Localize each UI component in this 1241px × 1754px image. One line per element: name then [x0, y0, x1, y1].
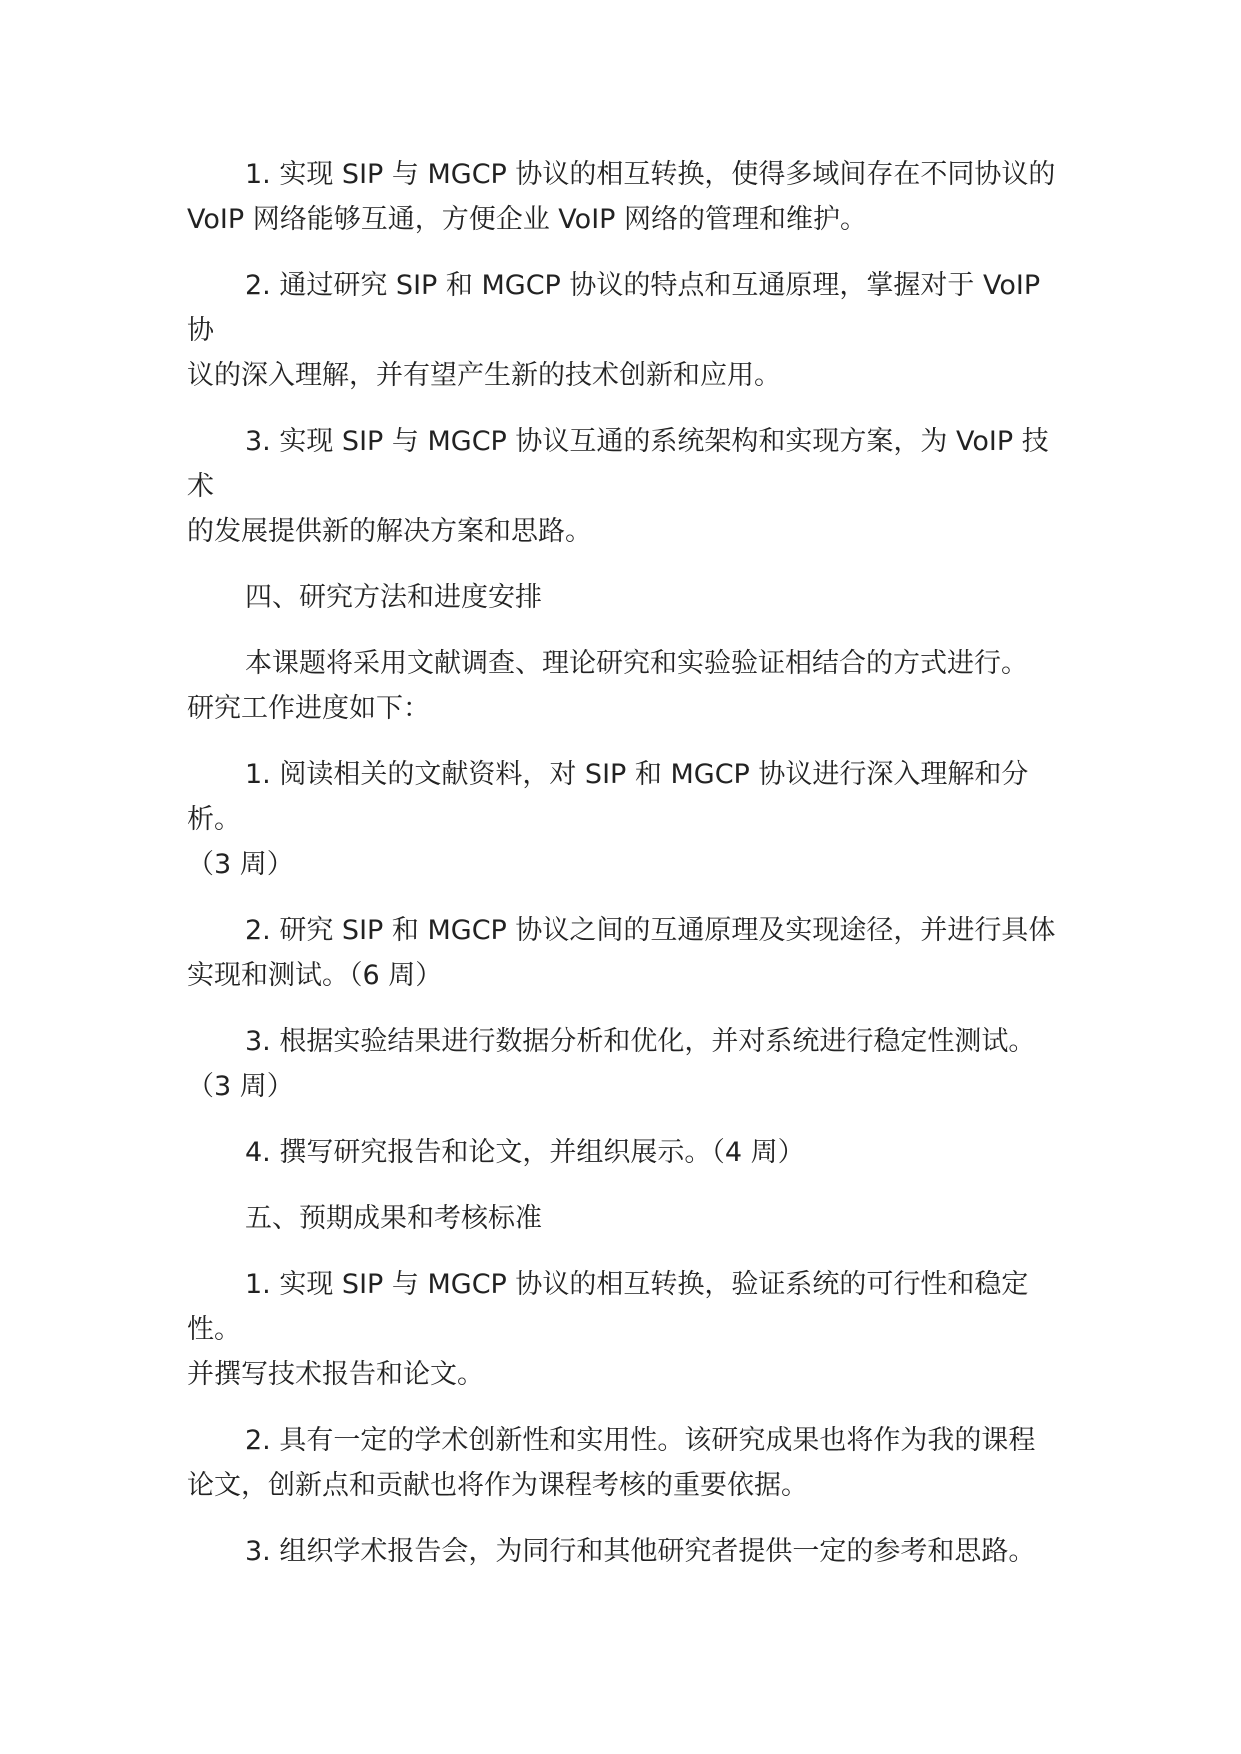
text-line: 3. 组织学术报告会，为同行和其他研究者提供一定的参考和思路。 [245, 1536, 1036, 1567]
text-line: 研究工作进度如下： [187, 693, 430, 724]
text-line: 1. 实现 SIP 与 MGCP 协议的相互转换，使得多域间存在不同协议的 [245, 159, 1056, 190]
text-line: 四、研究方法和进度安排 [245, 582, 542, 613]
text-line: 2. 通过研究 SIP 和 MGCP 协议的特点和互通原理，掌握对于 VoIP 协 [187, 270, 1049, 346]
paragraph-schedule-1 [187, 752, 1067, 887]
text-line: 1. 实现 SIP 与 MGCP 协议的相互转换，验证系统的可行性和稳定性。 [187, 1269, 1029, 1345]
text-line: 2. 研究 SIP 和 MGCP 协议之间的互通原理及实现途径，并进行具体 [245, 915, 1056, 946]
paragraph-goal-3 [187, 419, 1067, 554]
text-line: 4. 撰写研究报告和论文，并组织展示。（4 周） [245, 1137, 805, 1168]
paragraph-methods-intro [187, 641, 1067, 731]
paragraph-schedule-3 [187, 1019, 1067, 1109]
text-line: 本课题将采用文献调查、理论研究和实验验证相结合的方式进行。 [245, 648, 1028, 679]
paragraph-outcome-2 [187, 1418, 1067, 1508]
section-heading-methods [187, 575, 1067, 620]
text-line: 议的深入理解，并有望产生新的技术创新和应用。 [187, 360, 781, 391]
text-line: 五、预期成果和考核标准 [245, 1203, 542, 1234]
section-heading-outcomes [187, 1196, 1067, 1241]
text-line: 3. 根据实验结果进行数据分析和优化，并对系统进行稳定性测试。 [245, 1026, 1036, 1057]
text-line: 3. 实现 SIP 与 MGCP 协议互通的系统架构和实现方案，为 VoIP 技术 [187, 426, 1049, 502]
text-line: 2. 具有一定的学术创新性和实用性。该研究成果也将作为我的课程 [245, 1425, 1036, 1456]
text-line: 1. 阅读相关的文献资料，对 SIP 和 MGCP 协议进行深入理解和分析。 [187, 759, 1029, 835]
text-line: 论文，创新点和贡献也将作为课程考核的重要依据。 [187, 1470, 808, 1501]
paragraph-goal-1 [187, 152, 1067, 242]
text-line: 并撰写技术报告和论文。 [187, 1359, 484, 1390]
document-body [187, 152, 1067, 1595]
text-line: 实现和测试。（6 周） [187, 960, 443, 991]
paragraph-schedule-2 [187, 908, 1067, 998]
text-line: 的发展提供新的解决方案和思路。 [187, 516, 592, 547]
text-line: （3 周） [187, 849, 294, 880]
paragraph-outcome-3 [187, 1529, 1067, 1574]
paragraph-goal-2 [187, 263, 1067, 398]
text-line: VoIP 网络能够互通，方便企业 VoIP 网络的管理和维护。 [187, 204, 868, 235]
paragraph-schedule-4 [187, 1130, 1067, 1175]
text-line: （3 周） [187, 1071, 294, 1102]
paragraph-outcome-1 [187, 1262, 1067, 1397]
